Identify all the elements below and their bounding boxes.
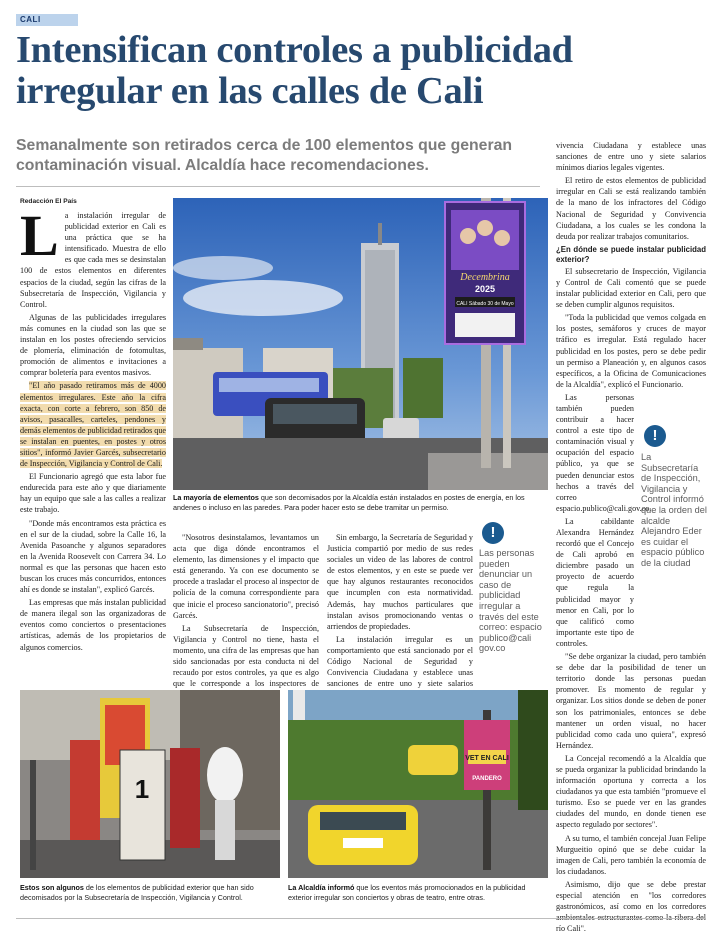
bottom-left-caption: Estos son algunos de los elementos de publicidad exterior que han sido decomisados por la Subsecretaría de Inspección, Vigilancia y Control. xyxy=(20,883,254,902)
alert-icon: ! xyxy=(482,522,504,544)
bottom-left-photo xyxy=(20,690,280,878)
alert-icon: ! xyxy=(644,425,666,447)
bottom-middle-photo xyxy=(288,690,548,878)
section-tag: CALI xyxy=(16,14,78,26)
headline: Intensifican controles a publicidad irregular en las calles de Cali xyxy=(16,29,573,112)
poster-year: 2025 xyxy=(474,284,496,294)
paragraph: Algunas de las publicidades irregulares más comunes en la ciudad son las que se instalan en los postes ofreciendo servicios de plomería, eliminación de fotomultas, promoción de alimentos e invitaciones a comprar boletería para eventos masivos. xyxy=(20,312,166,378)
paragraph: Asimismo, dijo que se debe prestar especial atención en "los corredores gastronómicos, así como en los corredores río Cali". xyxy=(556,879,706,934)
subheading: ¿En dónde se puede instalar publicidad exterior? xyxy=(556,244,706,264)
paragraph: El retiro de estos elementos de publicidad irregular en Cali se está realizando también de la mano de los infractores del Código Nacional de Seguridad y Convivencia Ciudadana, a los cuales se les condona la deuda por realizar trabajos comunitarios. xyxy=(556,176,706,241)
paragraph: "Nosotros desinstalamos, levantamos un acta que diga dónde encontramos el elemento, las dimensiones y el impacto que está generando. Ya con ese documento se procede a trasladar el proceso al inspector de policía de la comuna correspondiente para que inicie el proceso sancionatorio", precisó Garcés. xyxy=(173,533,319,620)
paragraph: Las personas también pueden contribuir a hacer control a este tipo de contaminación visual y ocupación del espacio público, ya que se pueden denunciar estos hechos a través del correo espacio.publico@cali.gov.co. xyxy=(556,392,652,513)
paragraph: La Subsecretaría de Inspección, Vigilancia y Control no tiene, hasta el momento, una cifra de las empresas que han sido sancionadas por esta conducta ni del recaudo por estos controles, ya que es algo que le corresponde a los inspectores de xyxy=(173,623,319,689)
poster-sub: PANDERO xyxy=(472,776,502,782)
main-photo xyxy=(173,198,548,490)
byline: Redacción El País xyxy=(20,198,77,205)
paragraph: "Se debe organizar la ciudad, pero también se debe dar la posibilidad de tener un territorio donde las personas puedan promover. Es momento de regular y organizar. Los sitios donde se deben de poner son los patrimoniales, entonces se debe mantener un orden visual, no hacer publicidad como cada uno quiera", expresó Hernández. xyxy=(556,652,706,750)
paragraph: La cabildante Alexandra Hernández recordó que el Concejo de Cali aprobó en diciembre pasado un proyecto de acuerdo que regula la publicidad mayor y menor en Cali, por lo que calificó como importante este tipo de controles. xyxy=(556,516,634,648)
paragraph: El Funcionario agregó que esta labor fue endurecida para este año y que diariamente hay un equipo que sale a las calles a realizar este trabajo. xyxy=(20,472,166,515)
column-2 xyxy=(173,532,319,689)
poster-venue: CALI Sábado 30 de Mayo xyxy=(456,301,514,307)
column-1 xyxy=(20,203,166,652)
poster-text: VET EN CALI xyxy=(465,755,509,762)
paragraph: Las empresas que más instalan publicidad de manera ilegal son las organizadoras de eventos como conciertos o presentaciones artísticas, además de los propietarios de algunos comercios. xyxy=(20,598,166,652)
paragraph: Sin embargo, la Secretaría de Seguridad y Justicia compartió por medio de sus redes sociales un video de las labores de control de estos elementos, y en este se puede ver que hay algunos restaurantes reconocidos que incumplen con esta normatividad. Además, hay muchos particulares que instalan avisos promocionando ventas o arriendos de propiedades. xyxy=(327,533,473,631)
paragraph: vivencia Ciudadana y establece unas sanciones de entre uno y siete salarios mínimos diarios legales vigentes. xyxy=(556,141,706,173)
drop-cap: L xyxy=(20,203,59,268)
paragraph: A su turno, el también concejal Juan Felipe Murgueitio opinó que se debe cuidar la imagen de Cali, pero también la economía de los ciudadanos. xyxy=(556,833,706,876)
callout-mayor-order: La Subsecretaría de Inspección, Vigilancia y Control informó que la orden del alcalde Alejandro Eder es cuidar el espacio público de la ciudad xyxy=(641,452,707,568)
subhead: Semanalmente son retirados cerca de 100 elementos que generan contaminación visual. Alcaldía hace recomendaciones. xyxy=(16,137,513,174)
paragraph: "Donde más encontramos esta práctica es en el sur de la ciudad, sobre la Calle 16, la Avenida Pasoanche y algunos separadores en la Avenida Roosevelt con Carrera 34. Lo normal es que las personas que hacen esto buscan los cruces más concurridos, entonces ahí es donde se instalan", explicó Garcés. xyxy=(20,518,166,595)
paragraph: La instalación irregular es un comportamiento que está sancionado por el Código Nacional de Seguridad y Convivencia Ciudadana y establece unas sanciones de entre uno y siete salarios xyxy=(327,634,473,689)
paragraph: "Toda la publicidad que vemos colgada en los postes, semáforos y cruces de mayor tráfico es irregular. Está regulado hacer publicidad en los postes, pero se debe pedir un permiso a Planeación y, en algunos casos específicos, a la Oficina de Comunicaciones de la Alcaldía", explicó el Funcionario. xyxy=(556,313,706,389)
sign-number: 1 xyxy=(134,774,150,804)
poster-title: Decembrina xyxy=(460,272,510,283)
bottom-rule xyxy=(16,918,706,919)
highlighted-quote: "El año pasado retiramos más de 4000 elementos irregulares. Este año la cifra exacta, con corte a febrero, son 850 de avisos, pasacalles, carteles, pendones y demás elementos de publicidad retirados que se instalan en puentes, en postes y otros sitios", informó Javier Garcés, subsecretario de Inspección, Vigilancia y Control de Cali. xyxy=(20,381,166,469)
paragraph: El subsecretario de Inspección, Vigilancia y Control de Cali comentó que se puede instalar publicidad exterior en Cali, pero que se deben cumplir algunos requisitos. xyxy=(556,266,706,310)
column-3 xyxy=(327,532,473,689)
divider xyxy=(16,186,540,187)
paragraph: La Concejal recomendó a la Alcaldía que se pueda organizar la publicidad brindando la información oportuna y correcta a los ciudadanos ya que esta también "promueve el turismo. Eso se puede ver en las grandes ciudades del mundo, en donde tienen ese aspecto regulado por sectores". xyxy=(556,753,706,830)
paragraph: a instalación irregular de publicidad exterior en Cali es una práctica que se ha intensificado. Muestra de ello es que cada mes se desinstalan 100 de estos elementos en diferentes espacios de la ciudad, según las cifras de la Subsecretaría de Inspección, Vigilancia y Control. xyxy=(20,211,166,309)
callout-denounce: Las personas pueden denunciar un caso de publicidad irregular a través del este correo: espacio publico@cali gov.co xyxy=(479,548,542,654)
main-photo-caption: La mayoría de elementos que son decomisados por la Alcaldía están instalados en postes de energía, en los andenes o incluso en las paredes. Para poder hacer esto se debe tramitar un permiso. xyxy=(173,493,525,512)
bottom-middle-caption: La Alcaldía informó que los eventos más promocionados en la publicidad exterior irregular son conciertos y obras de teatro, entre otras. xyxy=(288,883,526,902)
